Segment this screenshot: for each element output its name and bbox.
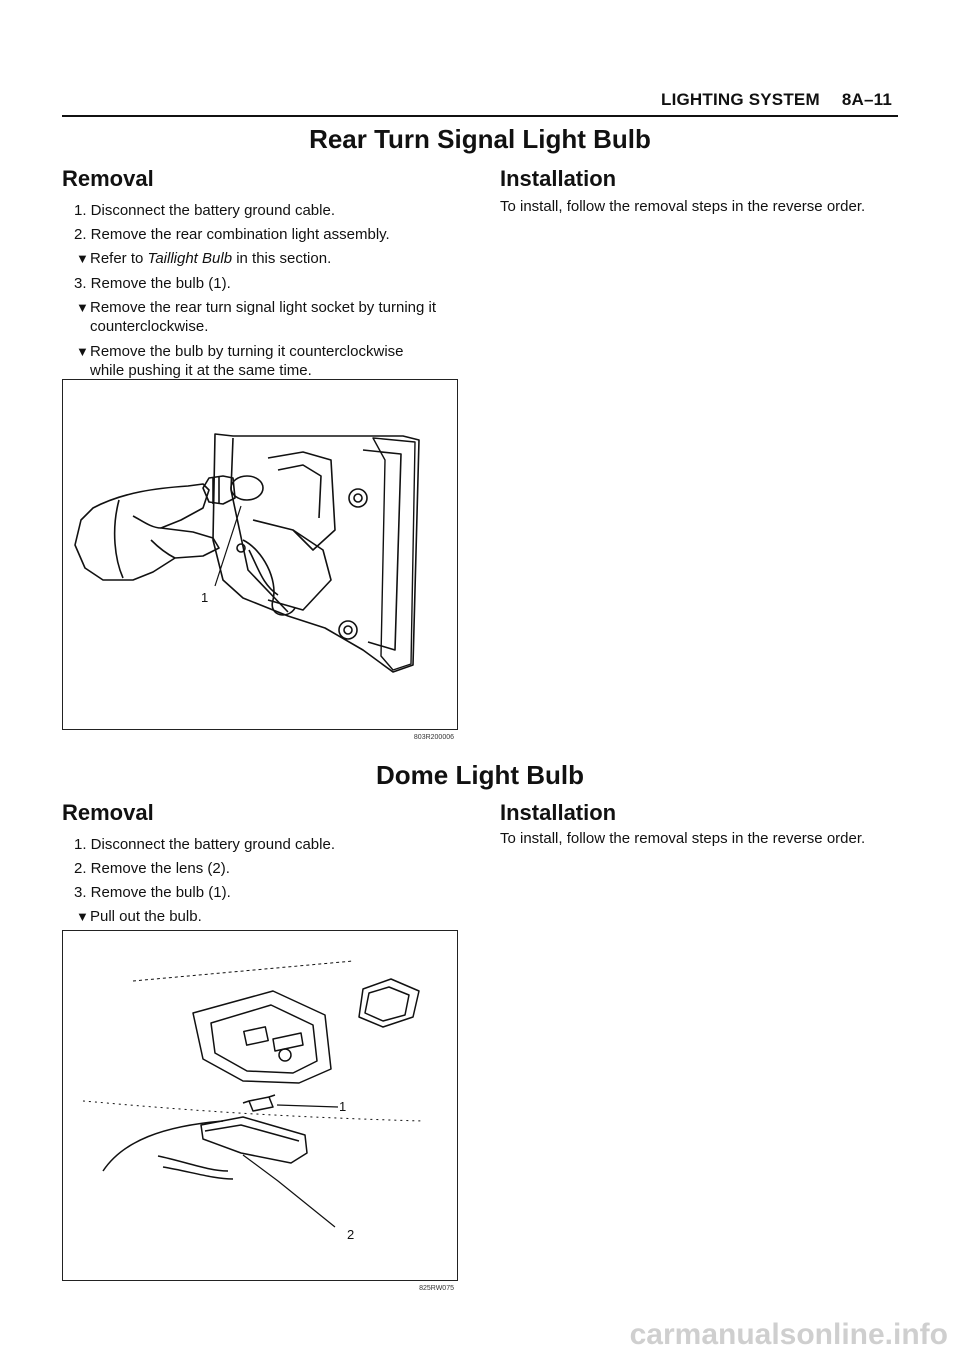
cross-reference-link: Taillight Bulb [147,250,233,267]
header-section: LIGHTING SYSTEM [660,90,820,109]
bullet-text: Remove the bulb by turning it counterclockwise [90,343,404,360]
bullet-text: in this section. [232,250,332,267]
figure-rear-turn-signal [62,379,458,741]
bullet-step: ▼ Pull out the bulb. [62,907,460,926]
installation-heading-1: Installation [500,166,617,191]
page-header [661,90,892,110]
figure-dome-light [62,930,458,1292]
dome-light-illustration [63,931,457,1280]
step: 1. Disconnect the battery ground cable. [74,202,335,219]
bullet-text-continued: while pushing it at the same time. [90,362,312,379]
bullet-text: Remove the rear turn signal light socket by turning it [90,299,437,316]
step: 1. Disconnect the battery ground cable. [74,836,335,853]
installation-text-2: To install, follow the removal steps in the reverse order. [500,830,866,847]
removal-heading-1: Removal [62,166,154,191]
installation-heading-2: Installation [500,800,617,825]
removal-heading-2: Removal [62,800,154,825]
bullet-text-continued: counterclockwise. [90,318,209,335]
header-page-number: 8A–11 [841,90,892,109]
step: 3. Remove the bulb (1). [74,275,231,292]
step: 3. Remove the bulb (1). [74,884,231,901]
installation-text-1: To install, follow the removal steps in the reverse order. [500,198,866,215]
callout-2: 2 [347,1227,355,1242]
callout-1: 1 [339,1099,347,1114]
bullet-step [62,249,460,268]
tail-light-illustration [63,380,457,729]
step: 2. Remove the rear combination light assembly. [74,226,390,243]
callout-1: 1 [201,590,209,605]
bullet-step [62,342,460,380]
section-title-rear-turn-signal: Rear Turn Signal Light Bulb [309,124,651,154]
section-title-dome-light: Dome Light Bulb [376,760,584,790]
figure-code: 825RW075 [419,1285,454,1292]
bullet-text: Refer to [90,250,148,267]
watermark: carmanualsonline.info [629,1318,948,1351]
step: 2. Remove the lens (2). [74,860,230,877]
removal-steps-2 [62,835,460,932]
removal-steps-1 [62,201,460,386]
bullet-step [62,298,460,336]
figure-code: 803R200006 [413,734,454,741]
header-rule [62,115,898,117]
